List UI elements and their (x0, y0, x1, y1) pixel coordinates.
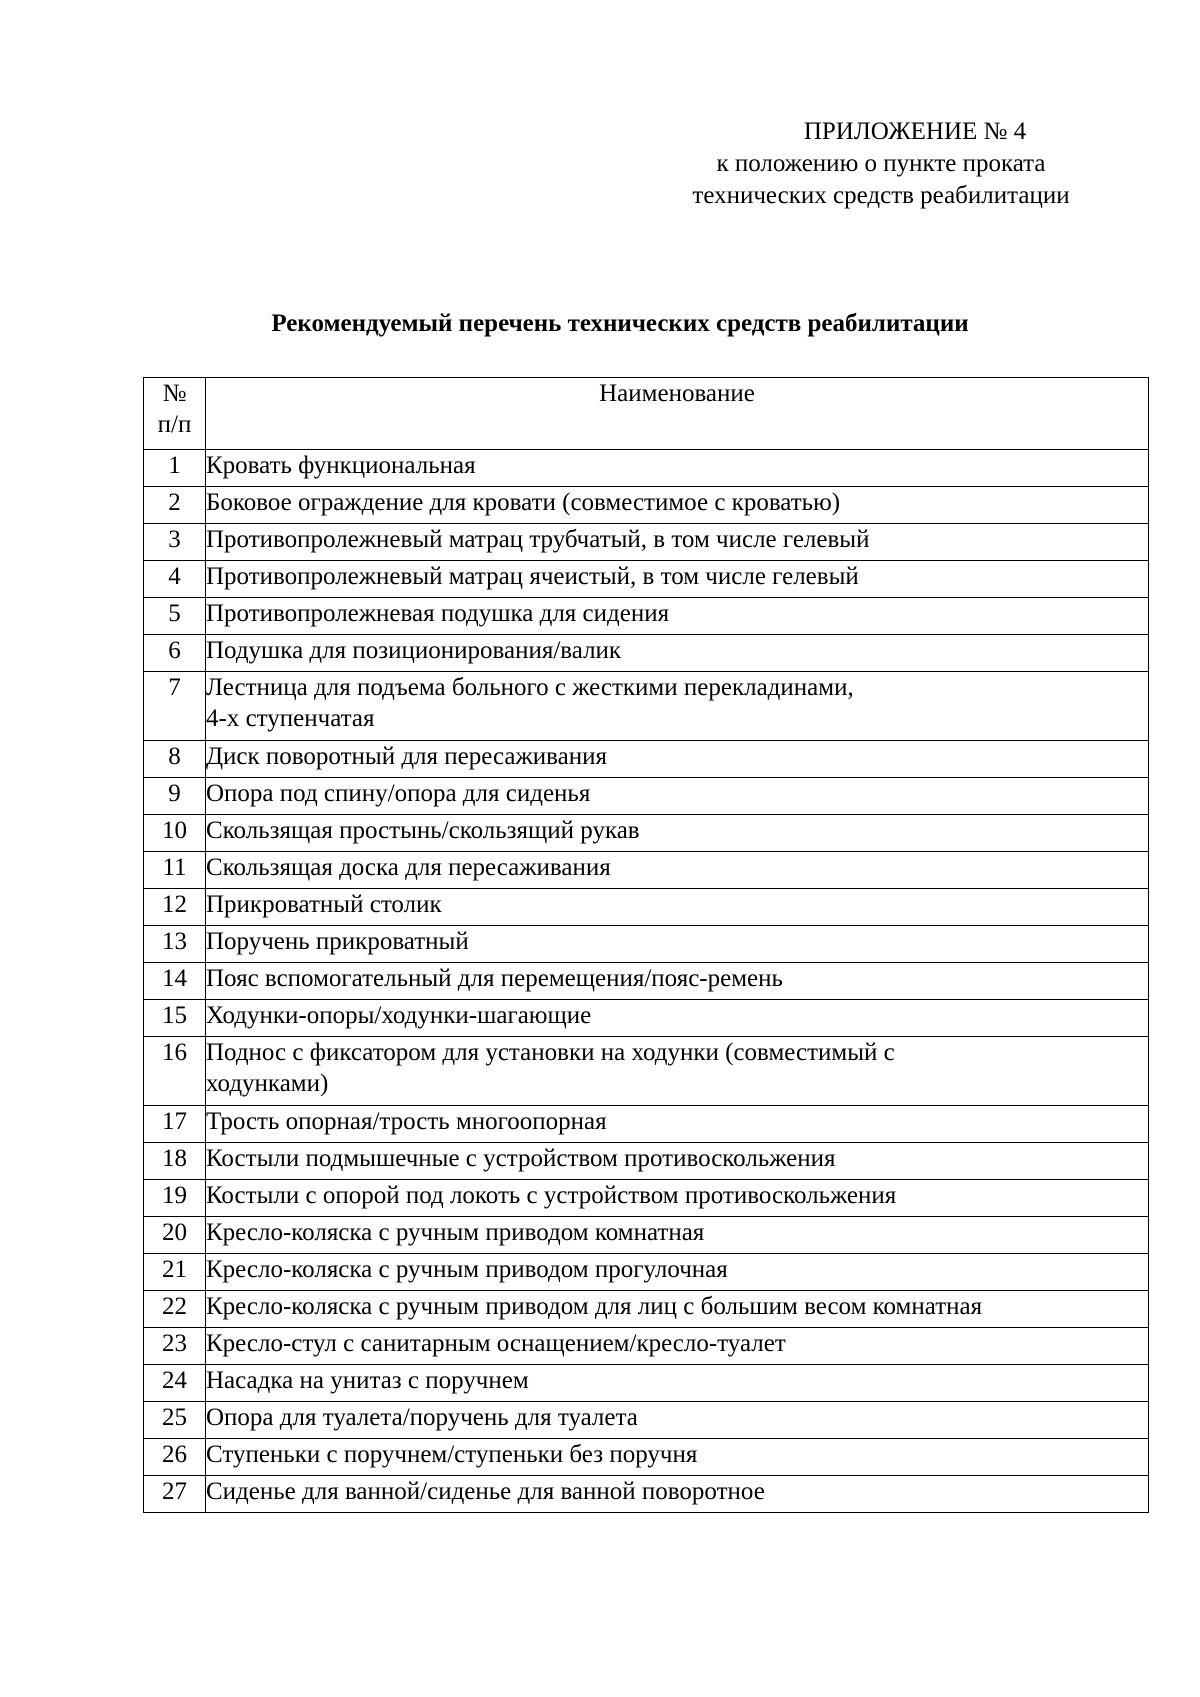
row-name (206, 598, 1149, 635)
document-title: Рекомендуемый перечень технических средств реабилитации (271, 310, 969, 337)
row-name (206, 778, 1149, 815)
row-number: 6 (144, 635, 206, 672)
row-name-line: Противопролежневая подушка для сидения (206, 600, 670, 627)
row-name (206, 741, 1149, 778)
row-name (206, 524, 1149, 561)
row-name-line: Противопролежневый матрац трубчатый, в том числе гелевый (206, 526, 870, 553)
table-row (144, 598, 1149, 635)
table-row (144, 561, 1149, 598)
table-row (144, 963, 1149, 1000)
row-name (206, 1000, 1149, 1037)
appendix-header (646, 116, 1116, 212)
number-header-line-1: № (162, 380, 187, 407)
row-name (206, 635, 1149, 672)
number-column-header (144, 378, 206, 450)
row-number: 12 (144, 889, 206, 926)
row-name (206, 926, 1149, 963)
row-name-line: Опора для туалета/поручень для туалета (206, 1404, 638, 1431)
row-name-line: Ступеньки с поручнем/ступеньки без поручня (206, 1441, 698, 1468)
row-number: 11 (144, 852, 206, 889)
row-number: 18 (144, 1143, 206, 1180)
row-name-line: Кресло-коляска с ручным приводом прогулочная (206, 1256, 728, 1283)
row-name-line: Диск поворотный для пересаживания (206, 743, 607, 770)
row-number: 2 (144, 487, 206, 524)
table-row (144, 926, 1149, 963)
appendix-line-3: технических средств реабилитации (692, 182, 1070, 209)
table-row (144, 635, 1149, 672)
rehabilitation-means-table (143, 377, 1149, 1513)
row-number: 16 (144, 1037, 206, 1106)
row-number: 4 (144, 561, 206, 598)
row-number: 7 (144, 672, 206, 741)
row-name-line: 4-х ступенчатая (206, 705, 375, 732)
row-name-line: Насадка на унитаз с поручнем (206, 1367, 529, 1394)
table-row (144, 1365, 1149, 1402)
row-name-line: Костыли с опорой под локоть с устройством противоскольжения (206, 1182, 897, 1209)
table-row (144, 524, 1149, 561)
row-name-line: Поручень прикроватный (206, 928, 469, 955)
table-row (144, 1037, 1149, 1106)
table-body (144, 450, 1149, 1513)
row-name (206, 963, 1149, 1000)
row-name-line: Пояс вспомогательный для перемещения/пояс-ремень (206, 965, 783, 992)
table-header-row (144, 378, 1149, 450)
row-number: 3 (144, 524, 206, 561)
row-name-line: Лестница для подъема больного с жесткими перекладинами, (206, 674, 854, 701)
row-name (206, 487, 1149, 524)
row-name-line: Кровать функциональная (206, 452, 476, 479)
table-row (144, 889, 1149, 926)
number-header-line-2: п/п (157, 411, 192, 438)
row-name-line: Кресло-коляска с ручным приводом комнатная (206, 1219, 705, 1246)
table-row (144, 1476, 1149, 1513)
row-name (206, 1180, 1149, 1217)
row-name-line: Костыли подмышечные с устройством противоскольжения (206, 1145, 836, 1172)
row-number: 23 (144, 1328, 206, 1365)
row-name-line: Подушка для позиционирования/валик (206, 637, 622, 664)
table-row (144, 1328, 1149, 1365)
row-number: 15 (144, 1000, 206, 1037)
row-name (206, 889, 1149, 926)
row-number: 25 (144, 1402, 206, 1439)
appendix-title: ПРИЛОЖЕНИЕ № 4 (803, 118, 1027, 145)
row-name-line: Противопролежневый матрац ячеистый, в том числе гелевый (206, 563, 859, 590)
table-row (144, 815, 1149, 852)
table-row (144, 672, 1149, 741)
table-row (144, 1106, 1149, 1143)
row-number: 10 (144, 815, 206, 852)
row-number: 8 (144, 741, 206, 778)
table-row (144, 1217, 1149, 1254)
name-column-header: Наименование (206, 378, 1149, 450)
table-row (144, 1291, 1149, 1328)
row-number: 20 (144, 1217, 206, 1254)
row-name-line: Поднос с фиксатором для установки на ходунки (совместимый с (206, 1039, 895, 1066)
row-name (206, 672, 1149, 741)
row-number: 19 (144, 1180, 206, 1217)
row-name-line: Ходунки-опоры/ходунки-шагающие (206, 1002, 592, 1029)
row-number: 17 (144, 1106, 206, 1143)
table-row (144, 1180, 1149, 1217)
row-name (206, 1143, 1149, 1180)
table-row (144, 778, 1149, 815)
row-name-line: Сиденье для ванной/сиденье для ванной поворотное (206, 1478, 765, 1505)
table-row (144, 852, 1149, 889)
row-name-line: Скользящая доска для пересаживания (206, 854, 611, 881)
row-number: 14 (144, 963, 206, 1000)
row-number: 26 (144, 1439, 206, 1476)
table-row (144, 741, 1149, 778)
row-number: 1 (144, 450, 206, 487)
row-number: 13 (144, 926, 206, 963)
row-number: 9 (144, 778, 206, 815)
row-name (206, 1037, 1149, 1106)
table-row (144, 487, 1149, 524)
row-number: 22 (144, 1291, 206, 1328)
table-row (144, 1143, 1149, 1180)
row-name (206, 450, 1149, 487)
row-name-line: Кресло-стул с санитарным оснащением/кресло-туалет (206, 1330, 786, 1357)
row-name (206, 1439, 1149, 1476)
row-name (206, 1476, 1149, 1513)
table-row (144, 1402, 1149, 1439)
row-name-line: Трость опорная/трость многоопорная (206, 1108, 607, 1135)
row-name (206, 1291, 1149, 1328)
row-name-line: Скользящая простынь/скользящий рукав (206, 817, 640, 844)
appendix-line-2: к положению о пункте проката (716, 150, 1046, 177)
row-name-line: Прикроватный столик (206, 891, 442, 918)
table-row (144, 1254, 1149, 1291)
row-name (206, 1106, 1149, 1143)
row-name (206, 1254, 1149, 1291)
table-row (144, 1439, 1149, 1476)
row-name-line: ходунками) (206, 1070, 329, 1097)
row-number: 5 (144, 598, 206, 635)
row-name (206, 1402, 1149, 1439)
row-name (206, 1365, 1149, 1402)
table-row (144, 1000, 1149, 1037)
row-name (206, 1217, 1149, 1254)
row-number: 21 (144, 1254, 206, 1291)
row-name-line: Боковое ограждение для кровати (совместимое с кроватью) (206, 489, 841, 516)
row-name (206, 561, 1149, 598)
row-name-line: Опора под спину/опора для сиденья (206, 780, 591, 807)
row-name (206, 1328, 1149, 1365)
row-number: 24 (144, 1365, 206, 1402)
table-row (144, 450, 1149, 487)
row-name (206, 852, 1149, 889)
row-number: 27 (144, 1476, 206, 1513)
row-name (206, 815, 1149, 852)
row-name-line: Кресло-коляска с ручным приводом для лиц с большим весом комнатная (206, 1293, 983, 1320)
